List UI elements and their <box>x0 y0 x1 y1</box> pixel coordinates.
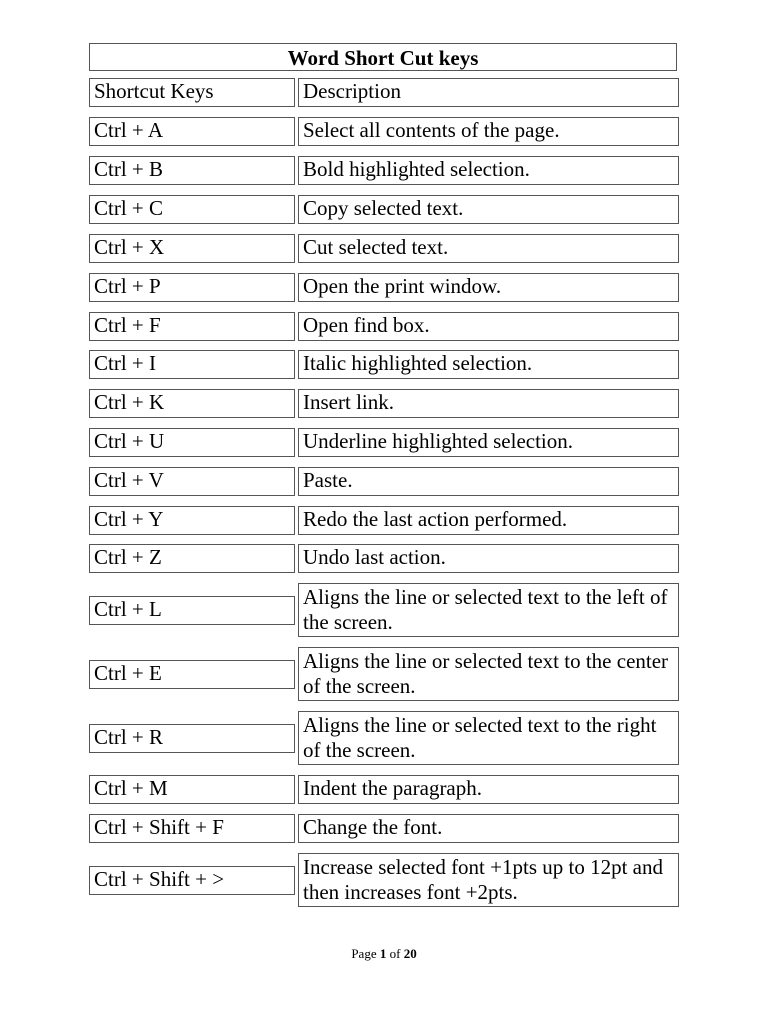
page-number <box>0 946 768 962</box>
table-row-description: Aligns the line or selected text to the center of the screen. <box>298 647 679 701</box>
table-row-description: Underline highlighted selection. <box>298 428 679 457</box>
table-row-description: Open the print window. <box>298 273 679 302</box>
table-row-key: Ctrl + L <box>89 596 295 625</box>
column-header-keys: Shortcut Keys <box>89 78 295 107</box>
table-row-description: Increase selected font +1pts up to 12pt and then increases font +2pts. <box>298 853 679 907</box>
table-row-key: Ctrl + V <box>89 467 295 496</box>
table-row-description: Insert link. <box>298 389 679 418</box>
table-row-key: Ctrl + A <box>89 117 295 146</box>
table-row-description: Cut selected text. <box>298 234 679 263</box>
table-row-key: Ctrl + C <box>89 195 295 224</box>
table-row-key: Ctrl + I <box>89 350 295 379</box>
table-row-description: Open find box. <box>298 312 679 341</box>
table-row-description: Aligns the line or selected text to the left of the screen. <box>298 583 679 637</box>
table-row-key: Ctrl + Y <box>89 506 295 535</box>
table-row-description: Italic highlighted selection. <box>298 350 679 379</box>
table-row-key: Ctrl + X <box>89 234 295 263</box>
table-row-description: Paste. <box>298 467 679 496</box>
table-row-description: Redo the last action performed. <box>298 506 679 535</box>
table-row-key: Ctrl + B <box>89 156 295 185</box>
total-pages: 20 <box>403 946 417 961</box>
table-row-key: Ctrl + Z <box>89 544 295 573</box>
table-row-key: Ctrl + M <box>89 775 295 804</box>
table-row-description: Copy selected text. <box>298 195 679 224</box>
current-page: 1 <box>379 946 387 961</box>
table-row-key: Ctrl + U <box>89 428 295 457</box>
table-row-description: Indent the paragraph. <box>298 775 679 804</box>
table-row-key: Ctrl + F <box>89 312 295 341</box>
page-of-label: of <box>389 946 401 961</box>
table-row-key: Ctrl + R <box>89 724 295 753</box>
table-row-key: Ctrl + E <box>89 660 295 689</box>
column-header-description: Description <box>298 78 679 107</box>
page-title: Word Short Cut keys <box>89 43 677 71</box>
table-row-description: Select all contents of the page. <box>298 117 679 146</box>
table-row-description: Bold highlighted selection. <box>298 156 679 185</box>
table-row-key: Ctrl + K <box>89 389 295 418</box>
table-row-description: Change the font. <box>298 814 679 843</box>
table-row-key: Ctrl + P <box>89 273 295 302</box>
table-row-key: Ctrl + Shift + > <box>89 866 295 895</box>
table-row-description: Aligns the line or selected text to the right of the screen. <box>298 711 679 765</box>
table-row-description: Undo last action. <box>298 544 679 573</box>
page-label: Page <box>351 946 377 961</box>
table-row-key: Ctrl + Shift + F <box>89 814 295 843</box>
